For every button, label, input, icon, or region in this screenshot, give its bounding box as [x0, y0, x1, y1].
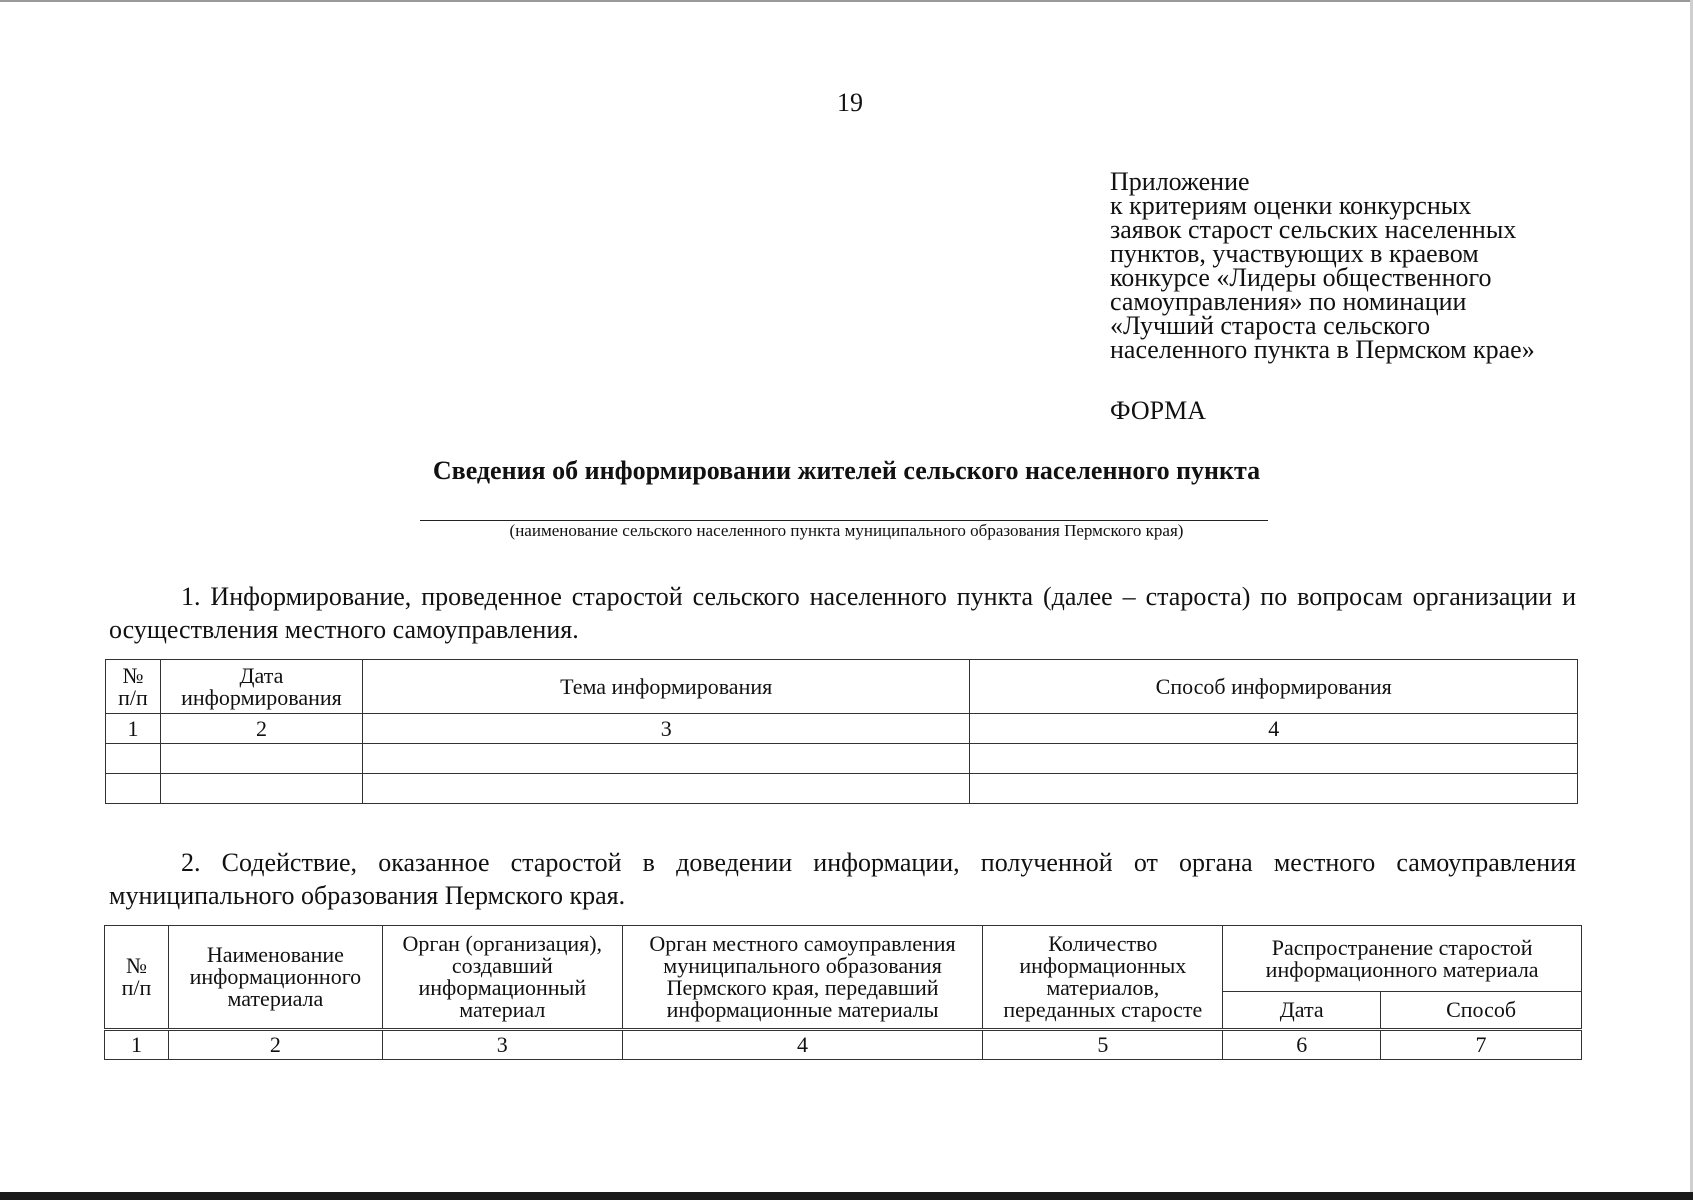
assistance-table — [104, 925, 1582, 1060]
column-number: 4 — [970, 714, 1578, 744]
column-number: 7 — [1381, 1030, 1582, 1060]
empty-cell[interactable] — [362, 774, 970, 804]
header-cell-distribution-date: Дата — [1223, 992, 1381, 1030]
column-number: 1 — [106, 714, 161, 744]
column-number: 2 — [168, 1030, 382, 1060]
informing-table — [105, 659, 1578, 804]
table-header-row — [105, 926, 1582, 992]
section-2-text — [109, 846, 1576, 912]
empty-cell[interactable] — [970, 744, 1578, 774]
header-cell-number: № п/п — [106, 660, 161, 714]
header-cell-topic: Тема информирования — [362, 660, 970, 714]
header-cell-distribution: Распространение старостой информационного материала — [1223, 926, 1582, 992]
column-number: 6 — [1223, 1030, 1381, 1060]
appendix-line: самоуправления» по номинации — [1110, 287, 1467, 316]
fill-in-caption: (наименование сельского населенного пункта муниципального образования Пермского края) — [509, 521, 1184, 540]
forma-label: ФОРМА — [1110, 396, 1206, 425]
appendix-line: пунктов, участвующих в краевом — [1110, 239, 1479, 268]
empty-cell[interactable] — [970, 774, 1578, 804]
header-cell-local-authority: Орган местного самоуправления муниципального образования Пермского края, передавший информационные материалы — [622, 926, 983, 1030]
header-cell-date: Дата информирования — [160, 660, 362, 714]
empty-cell[interactable] — [160, 744, 362, 774]
column-number-row — [105, 1030, 1582, 1060]
document-title: Сведения об информировании жителей сельского населенного пункта — [432, 456, 1261, 485]
appendix-line: «Лучший староста сельского — [1110, 311, 1431, 340]
appendix-line: населенного пункта в Пермском крае» — [1110, 335, 1535, 364]
column-number: 1 — [105, 1030, 169, 1060]
empty-cell[interactable] — [106, 774, 161, 804]
column-number: 2 — [160, 714, 362, 744]
column-number: 4 — [622, 1030, 983, 1060]
header-cell-distribution-method: Способ — [1381, 992, 1582, 1030]
header-cell-number: № п/п — [105, 926, 169, 1030]
scan-bottom-edge — [0, 1192, 1693, 1200]
empty-cell[interactable] — [362, 744, 970, 774]
section-2-paragraph: 2. Содействие, оказанное старостой в доведении информации, полученной от органа местного самоуправления муниципального образования Пермского края. — [109, 848, 1576, 910]
appendix-line: заявок старост сельских населенных — [1110, 215, 1517, 244]
page-number: 19 — [837, 88, 863, 117]
table-header-row — [106, 660, 1578, 714]
column-number: 5 — [983, 1030, 1223, 1060]
scan-top-edge — [0, 0, 1693, 2]
appendix-line: конкурсе «Лидеры общественного — [1110, 263, 1492, 292]
header-cell-creator: Орган (организация), создавший информационный материал — [382, 926, 622, 1030]
header-cell-method: Способ информирования — [970, 660, 1578, 714]
appendix-line: Приложение — [1110, 167, 1250, 196]
column-number-row — [106, 714, 1578, 744]
section-1-text — [109, 580, 1576, 646]
appendix-note — [1110, 167, 1590, 364]
header-cell-material-name: Наименование информационного материала — [168, 926, 382, 1030]
appendix-line: к критериям оценки конкурсных — [1110, 191, 1472, 220]
empty-cell[interactable] — [160, 774, 362, 804]
empty-table-row — [106, 774, 1578, 804]
column-number: 3 — [362, 714, 970, 744]
empty-table-row — [106, 744, 1578, 774]
section-1-paragraph: 1. Информирование, проведенное старостой сельского населенного пункта (далее – староста) по вопросам организации и осуществления местного самоуправления. — [109, 582, 1576, 644]
column-number: 3 — [382, 1030, 622, 1060]
empty-cell[interactable] — [106, 744, 161, 774]
header-cell-quantity: Количество информационных материалов, переданных старосте — [983, 926, 1223, 1030]
